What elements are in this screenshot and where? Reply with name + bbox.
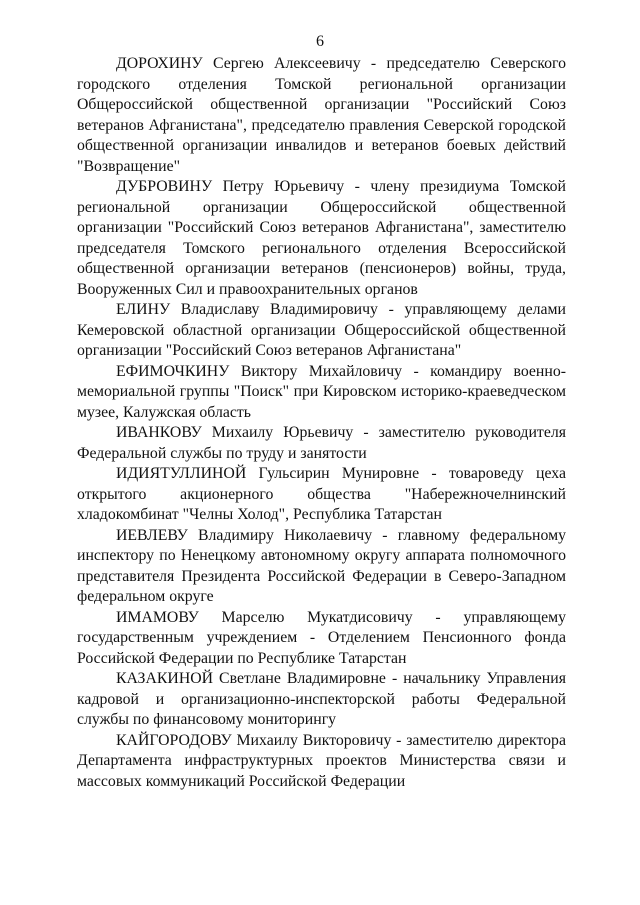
entry-name: ИДИЯТУЛЛИНОЙ Гульсирин Мунировне [116,465,420,482]
entry-description: управляющему государственным учреждением - Отделением Пенсионного фонда Российской Федерации по Республике Татарстан [77,608,566,667]
list-entry: ИДИЯТУЛЛИНОЙ Гульсирин Мунировне - товароведу цеха открытого акционерного общества "Набережночелнинский хладокомбинат "Челны Холод", Республика Татарстан [77,465,566,523]
entry-name: ЕЛИНУ Владиславу Владимировичу [116,301,378,318]
list-entry: ЕФИМОЧКИНУ Виктору Михайловичу - командиру военно-мемориальной группы "Поиск" при Кировском историко-краеведческом музее, Калужская область [77,362,566,421]
list-entry: ИВАНКОВУ Михаилу Юрьевичу - заместителю руководителя Федеральной службы по труду и занятости [77,424,566,462]
list-entry: КАЗАКИНОЙ Светлане Владимировне - начальнику Управления кадровой и организационно-инспекторской работы Федеральной службы по финансовому мониторингу [77,670,566,728]
entry-name: ИМАМОВУ Марселю Мукатдисовичу [116,608,413,626]
entry-name: ИЕВЛЕВУ Владимиру Николаевичу [116,526,373,544]
list-entry: ИЕВЛЕВУ Владимиру Николаевичу - главному федеральному инспектору по Ненецкому автономному округу аппарата полномочного представителя Президента Российской Федерации в Северо-Западном федеральном округе [77,526,566,605]
entry-description: управляющему делами Кемеровской областной организации Общероссийской общественной организации "Российский Союз ветеранов Афганистана" [77,301,566,359]
entry-name: ИВАНКОВУ Михаилу Юрьевичу [116,424,354,441]
entry-description: председателю Северского городского отделения Томской региональной организации Общероссийской общественной организации "Российский Союз ветеранов Афганистана", председателю правления Северской городской общественной организации инвалидов и ветеранов боевых действий "Возвращение" [77,55,566,175]
entry-name: ДУБРОВИНУ Петру Юрьевичу [116,178,345,195]
entry-description: командиру военно-мемориальной группы "Поиск" при Кировском историко-краеведческом музее, Калужская область [77,362,566,421]
list-entry: ЕЛИНУ Владиславу Владимировичу - управляющему делами Кемеровской областной организации Общероссийской общественной организации "Российский Союз ветеранов Афганистана" [77,301,566,359]
list-entry: ДУБРОВИНУ Петру Юрьевичу - члену президиума Томской региональной организации Общероссийской общественной организации "Российский Союз ветеранов Афганистана", заместителю председателя Томского регионального отделения Всероссийской общественной организации ветеранов (пенсионеров) войны, труда, Вооруженных Сил и правоохранительных органов [77,178,566,298]
list-entry: ДОРОХИНУ Сергею Алексеевичу - председателю Северского городского отделения Томской региональной организации Общероссийской общественной организации "Российский Союз ветеранов Афганистана", председателю правления Северской городской общественной организации инвалидов и ветеранов боевых действий "Возвращение" [77,55,566,175]
entry-description: заместителю руководителя Федеральной службы по труду и занятости [77,424,566,462]
entry-description: товароведу цеха открытого акционерного общества "Набережночелнинский хладокомбинат "Челны Холод", Республика Татарстан [77,465,566,523]
entry-name: КАЗАКИНОЙ Светлане Владимировне [116,670,386,687]
entry-name: КАЙГОРОДОВУ Михаилу Викторовичу [116,731,392,749]
entry-description: начальнику Управления кадровой и организационно-инспекторской работы Федеральной службы по финансовому мониторингу [77,670,566,728]
entry-description: заместителю директора Департамента инфраструктурных проектов Министерства связи и массовых коммуникаций Российской Федерации [77,731,566,790]
award-list [77,54,566,792]
entry-description: главному федеральному инспектору по Ненецкому автономному округу аппарата полномочного представителя Президента Российской Федерации в Северо-Западном федеральном округе [77,526,566,605]
entry-name: ЕФИМОЧКИНУ Виктору Михайловичу [116,362,403,380]
page-number: 6 [316,33,324,50]
list-entry: КАЙГОРОДОВУ Михаилу Викторовичу - заместителю директора Департамента инфраструктурных проектов Министерства связи и массовых коммуникаций Российской Федерации [77,731,566,790]
entry-name: ДОРОХИНУ Сергею Алексеевичу [116,55,361,72]
list-entry: ИМАМОВУ Марселю Мукатдисовичу - управляющему государственным учреждением - Отделением Пенсионного фонда Российской Федерации по Республике Татарстан [77,608,566,667]
entry-description: члену президиума Томской региональной организации Общероссийской общественной организации "Российский Союз ветеранов Афганистана", заместителю председателя Томского регионального отделения Всероссийской общественной организации ветеранов (пенсионеров) войны, труда, Вооруженных Сил и правоохранительных органов [77,178,566,298]
